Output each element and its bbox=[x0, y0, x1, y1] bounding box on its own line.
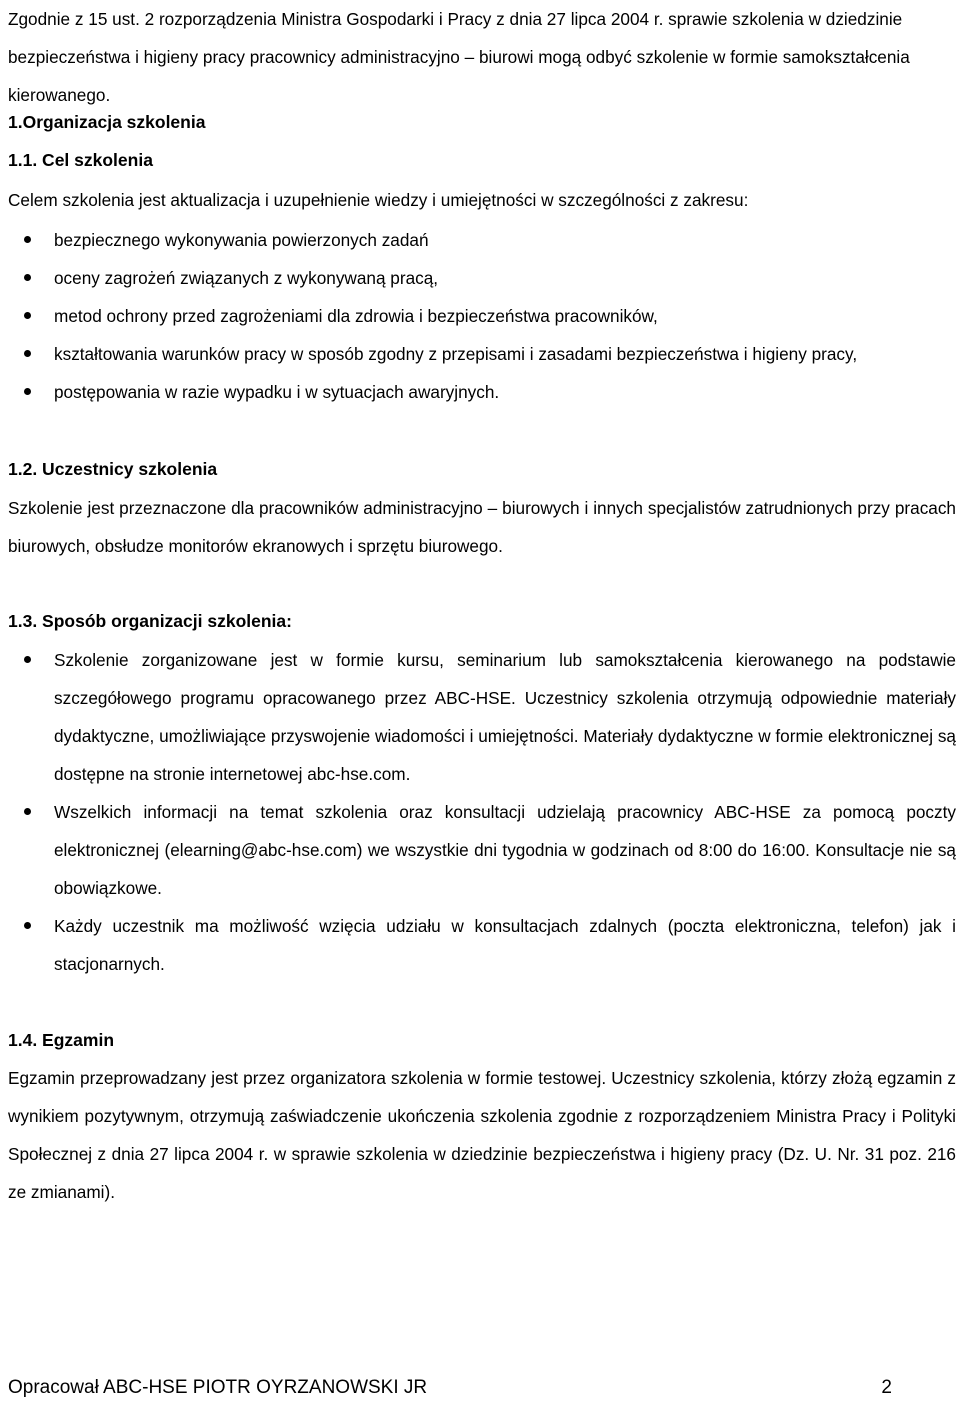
bullet-icon bbox=[24, 236, 31, 243]
section-1-1-list bbox=[8, 221, 956, 411]
list-item: kształtowania warunków pracy w sposób zgodny z przepisami i zasadami bezpieczeństwa i higieny pracy, bbox=[8, 335, 956, 373]
bullet-icon bbox=[24, 656, 31, 663]
bullet-icon bbox=[24, 388, 31, 395]
bullet-icon bbox=[24, 808, 31, 815]
bullet-icon bbox=[24, 312, 31, 319]
list-item: Wszelkich informacji na temat szkolenia oraz konsultacji udzielają pracownicy ABC-HSE za pomocą poczty elektronicznej (elearning@abc-hse.com) we wszystkie dni tygodnia w godzinach od 8:00 do 16:00. Konsultacje nie są obowiązkowe. bbox=[8, 793, 956, 907]
section-1-1-lead: Celem szkolenia jest aktualizacja i uzupełnienie wiedzy i umiejętności w szczególności z zakresu: bbox=[8, 190, 749, 210]
list-item: Szkolenie zorganizowane jest w formie kursu, seminarium lub samokształcenia kierowanego na podstawie szczegółowego programu opracowanego przez ABC-HSE. Uczestnicy szkolenia otrzymują odpowiednie materiały dydaktyczne, umożliwiające przyswojenie wiadomości i umiejętności. Materiały dydaktyczne w formie elektronicznej są dostępne na stronie internetowej abc-hse.com. bbox=[8, 641, 956, 793]
bullet-icon bbox=[24, 274, 31, 281]
bullet-icon bbox=[24, 922, 31, 929]
bullet-icon bbox=[24, 350, 31, 357]
section-1-4-title: 1.4. Egzamin bbox=[8, 1030, 115, 1050]
section-1-4-text: Egzamin przeprowadzany jest przez organizatora szkolenia w formie testowej. Uczestnicy szkolenia, którzy złożą egzamin z wynikiem pozytywnym, otrzymują zaświadczenie ukończenia szkolenia zgodnie z rozporządzeniem Ministra Pracy i Polityki Społecznej z dnia 27 lipca 2004 r. w sprawie szkolenia w dziedzinie bezpieczeństwa i higieny pracy (Dz. U. Nr. 31 poz. 216 ze zmianami). bbox=[8, 1068, 956, 1202]
intro-paragraph: Zgodnie z 15 ust. 2 rozporządzenia Ministra Gospodarki i Pracy z dnia 27 lipca 2004 r. sprawie szkolenia w dziedzinie bezpieczeństwa i higieny pracy pracownicy administracyjno – biurowi mogą odbyć szkolenie w formie samokształcenia kierowanego. bbox=[8, 9, 910, 105]
list-item: metod ochrony przed zagrożeniami dla zdrowia i bezpieczeństwa pracowników, bbox=[8, 297, 956, 335]
section-1-2-title: 1.2. Uczestnicy szkolenia bbox=[8, 459, 218, 479]
page-footer bbox=[8, 1376, 956, 1400]
section-1-3-list bbox=[8, 641, 956, 983]
section-1-1-title: 1.1. Cel szkolenia bbox=[8, 150, 153, 170]
list-item: oceny zagrożeń związanych z wykonywaną pracą, bbox=[8, 259, 956, 297]
section-1-3-title: 1.3. Sposób organizacji szkolenia: bbox=[8, 611, 292, 631]
list-item: postępowania w razie wypadku i w sytuacjach awaryjnych. bbox=[8, 373, 956, 411]
list-item: bezpiecznego wykonywania powierzonych zadań bbox=[8, 221, 956, 259]
section-1-title: 1.Organizacja szkolenia bbox=[8, 112, 206, 132]
section-1-2-text: Szkolenie jest przeznaczone dla pracowników administracyjno – biurowych i innych specjalistów zatrudnionych przy pracach biurowych, obsłudze monitorów ekranowych i sprzętu biurowego. bbox=[8, 498, 956, 556]
footer-author: Opracował ABC-HSE PIOTR OYRZANOWSKI JR bbox=[8, 1377, 428, 1398]
page-number: 2 bbox=[881, 1377, 892, 1398]
list-item: Każdy uczestnik ma możliwość wzięcia udziału w konsultacjach zdalnych (poczta elektroniczna, telefon) jak i stacjonarnych. bbox=[8, 907, 956, 983]
